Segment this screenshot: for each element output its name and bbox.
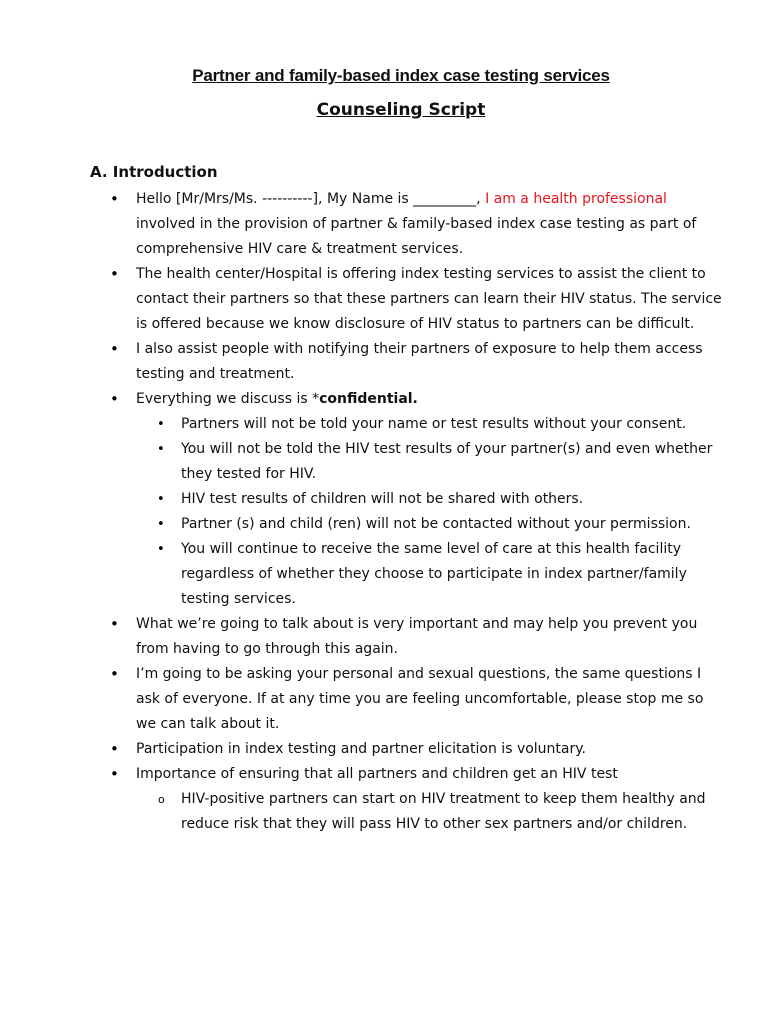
importance-sub-list [181, 787, 726, 837]
confidential-prefix: Everything we discuss is * [136, 391, 320, 407]
greeting-text-after: involved in the provision of partner & family-based index case testing as part of comprehensive HIV care & treatment services. [136, 216, 697, 257]
list-item-confidential [136, 387, 726, 612]
greeting-text-before: Hello [Mr/Mrs/Ms. ----------], My Name is _________, [136, 191, 486, 207]
section-heading-introduction: A. Introduction [90, 163, 218, 181]
greeting-highlight-text: I am a health professional [485, 191, 667, 207]
list-item-voluntary: • Participation in index testing and partner elicitation is voluntary. [136, 737, 726, 762]
list-item-important-talk: • What we’re going to talk about is very important and may help you prevent you from having to go through this again. [136, 612, 726, 662]
document-subtitle: Counseling Script [316, 100, 486, 120]
confidential-sub-list [181, 412, 726, 612]
confidential-point: • You will continue to receive the same level of care at this health facility regardless of whether they choose to participate in index partner/family testing services. [181, 537, 726, 612]
confidential-point: • HIV test results of children will not be shared with others. [181, 487, 726, 512]
list-item-greeting [136, 187, 726, 262]
confidential-bold-text: confidential. [319, 391, 418, 407]
list-item-assist-notify: • I also assist people with notifying their partners of exposure to help them access testing and treatment. [136, 337, 726, 387]
list-item-health-center: • The health center/Hospital is offering index testing services to assist the client to contact their partners so that these partners can learn their HIV status. The service is offered because we know disclosure of HIV status to partners can be difficult. [136, 262, 726, 337]
introduction-bullet-list [136, 187, 726, 837]
confidential-point: • Partners will not be told your name or test results without your consent. [181, 412, 726, 437]
importance-point: o HIV-positive partners can start on HIV treatment to keep them healthy and reduce risk that they will pass HIV to other sex partners and/or children. [181, 787, 726, 837]
list-item-personal-questions: • I’m going to be asking your personal and sexual questions, the same questions I ask of everyone. If at any time you are feeling uncomfortable, please stop me so we can talk about it. [136, 662, 726, 737]
list-item-importance [136, 762, 726, 837]
confidential-point: • Partner (s) and child (ren) will not be contacted without your permission. [181, 512, 726, 537]
document-title: Partner and family-based index case testing services [192, 66, 610, 85]
importance-text: Importance of ensuring that all partners and children get an HIV test [136, 766, 618, 782]
confidential-point: • You will not be told the HIV test results of your partner(s) and even whether they tested for HIV. [181, 437, 726, 487]
